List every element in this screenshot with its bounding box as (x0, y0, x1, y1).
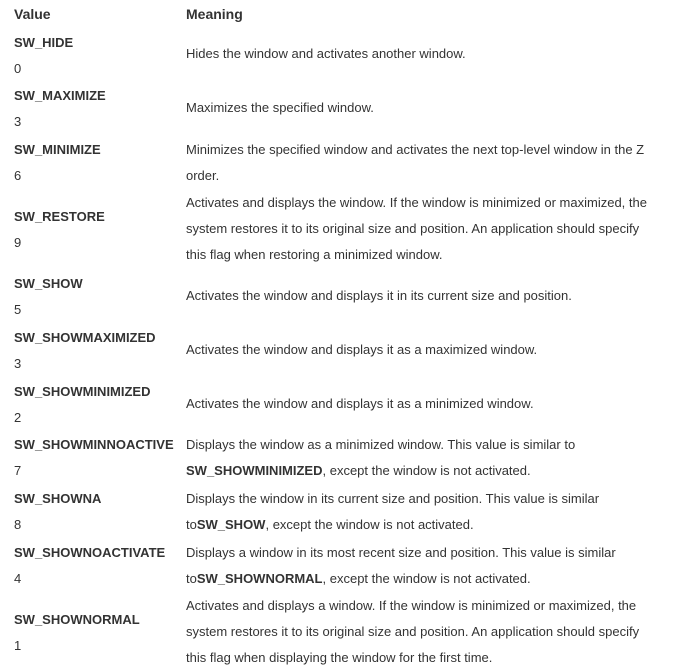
meaning-post: , except the window is not activated. (265, 517, 474, 532)
meaning-line: Minimizes the specified window and activates the next top-level window in the Z (186, 142, 645, 157)
meaning-line: Activates the window and displays it as a minimized window. (186, 396, 534, 411)
meaning-bold-constant: SW_SHOW (196, 517, 266, 532)
meaning-post: , except the window is not activated. (322, 463, 531, 478)
value-cell (14, 325, 186, 377)
meaning-cell (186, 95, 686, 121)
constant-number: 6 (14, 168, 22, 183)
value-cell (14, 486, 186, 538)
constant-name: SW_RESTORE (14, 209, 105, 224)
meaning-line: Activates the window and displays it in its current size and position. (186, 288, 572, 303)
value-cell (14, 432, 186, 484)
meaning-line (186, 458, 686, 484)
meaning-line: Activates and displays a window. If the window is minimized or maximized, the (186, 598, 637, 613)
constant-number: 3 (14, 356, 22, 371)
meaning-line: this flag when restoring a minimized window. (186, 247, 443, 262)
constant-number: 8 (14, 517, 22, 532)
value-cell (14, 607, 186, 659)
value-cell (14, 204, 186, 256)
meaning-cell (186, 486, 686, 538)
meaning-line: Hides the window and activates another window. (186, 46, 466, 61)
meaning-line: system restores it to its original size and position. An application should specify (186, 221, 640, 236)
constant-name: SW_SHOW (14, 276, 83, 291)
constant-number: 0 (14, 61, 22, 76)
constant-number: 1 (14, 638, 22, 653)
meaning-cell (186, 283, 686, 309)
value-cell (14, 540, 186, 592)
meaning-line: Maximizes the specified window. (186, 100, 374, 115)
meaning-line: Displays the window as a minimized window. This value is similar to (186, 437, 576, 452)
value-cell (14, 137, 186, 189)
constant-number: 3 (14, 114, 22, 129)
header-value: Value (14, 6, 51, 22)
meaning-line: system restores it to its original size and position. An application should specify (186, 624, 640, 639)
meaning-line: Activates and displays the window. If the window is minimized or maximized, the (186, 195, 647, 210)
meaning-cell (186, 337, 686, 363)
meaning-cell (186, 137, 686, 189)
constant-name: SW_SHOWNORMAL (14, 612, 140, 627)
constant-name: SW_SHOWNA (14, 491, 102, 506)
constant-name: SW_SHOWMINIMIZED (14, 384, 151, 399)
meaning-bold-constant: SW_SHOWMINIMIZED (186, 463, 323, 478)
meaning-line: this flag when displaying the window for the first time. (186, 650, 493, 665)
meaning-line: Activates the window and displays it as a maximized window. (186, 342, 538, 357)
meaning-pre: to (186, 571, 197, 586)
meaning-cell (186, 391, 686, 417)
value-cell (14, 271, 186, 323)
meaning-cell (186, 540, 686, 592)
constant-number: 7 (14, 463, 22, 478)
meaning-cell (186, 593, 686, 671)
constant-number: 5 (14, 302, 22, 317)
table-header (0, 4, 695, 24)
meaning-bold-constant: SW_SHOWNORMAL (196, 571, 323, 586)
constant-name: SW_HIDE (14, 35, 74, 50)
meaning-line (186, 512, 686, 538)
constant-name: SW_SHOWNOACTIVATE (14, 545, 166, 560)
meaning-line (186, 566, 686, 592)
meaning-cell (186, 190, 686, 268)
constant-name: SW_MINIMIZE (14, 142, 101, 157)
header-meaning: Meaning (186, 6, 243, 22)
meaning-line: Displays the window in its current size and position. This value is similar (186, 491, 600, 506)
meaning-line: Displays a window in its most recent size and position. This value is similar (186, 545, 616, 560)
constant-name: SW_SHOWMINNOACTIVE (14, 437, 174, 452)
constant-name: SW_MAXIMIZE (14, 88, 106, 103)
meaning-pre: to (186, 517, 197, 532)
meaning-post: , except the window is not activated. (322, 571, 531, 586)
value-cell (14, 83, 186, 135)
constant-number: 4 (14, 571, 22, 586)
constant-number: 2 (14, 410, 22, 425)
constant-name: SW_SHOWMAXIMIZED (14, 330, 156, 345)
value-cell (14, 379, 186, 431)
meaning-cell (186, 432, 686, 484)
meaning-cell (186, 41, 686, 67)
meaning-line: order. (186, 168, 220, 183)
value-cell (14, 30, 186, 82)
constant-number: 9 (14, 235, 22, 250)
